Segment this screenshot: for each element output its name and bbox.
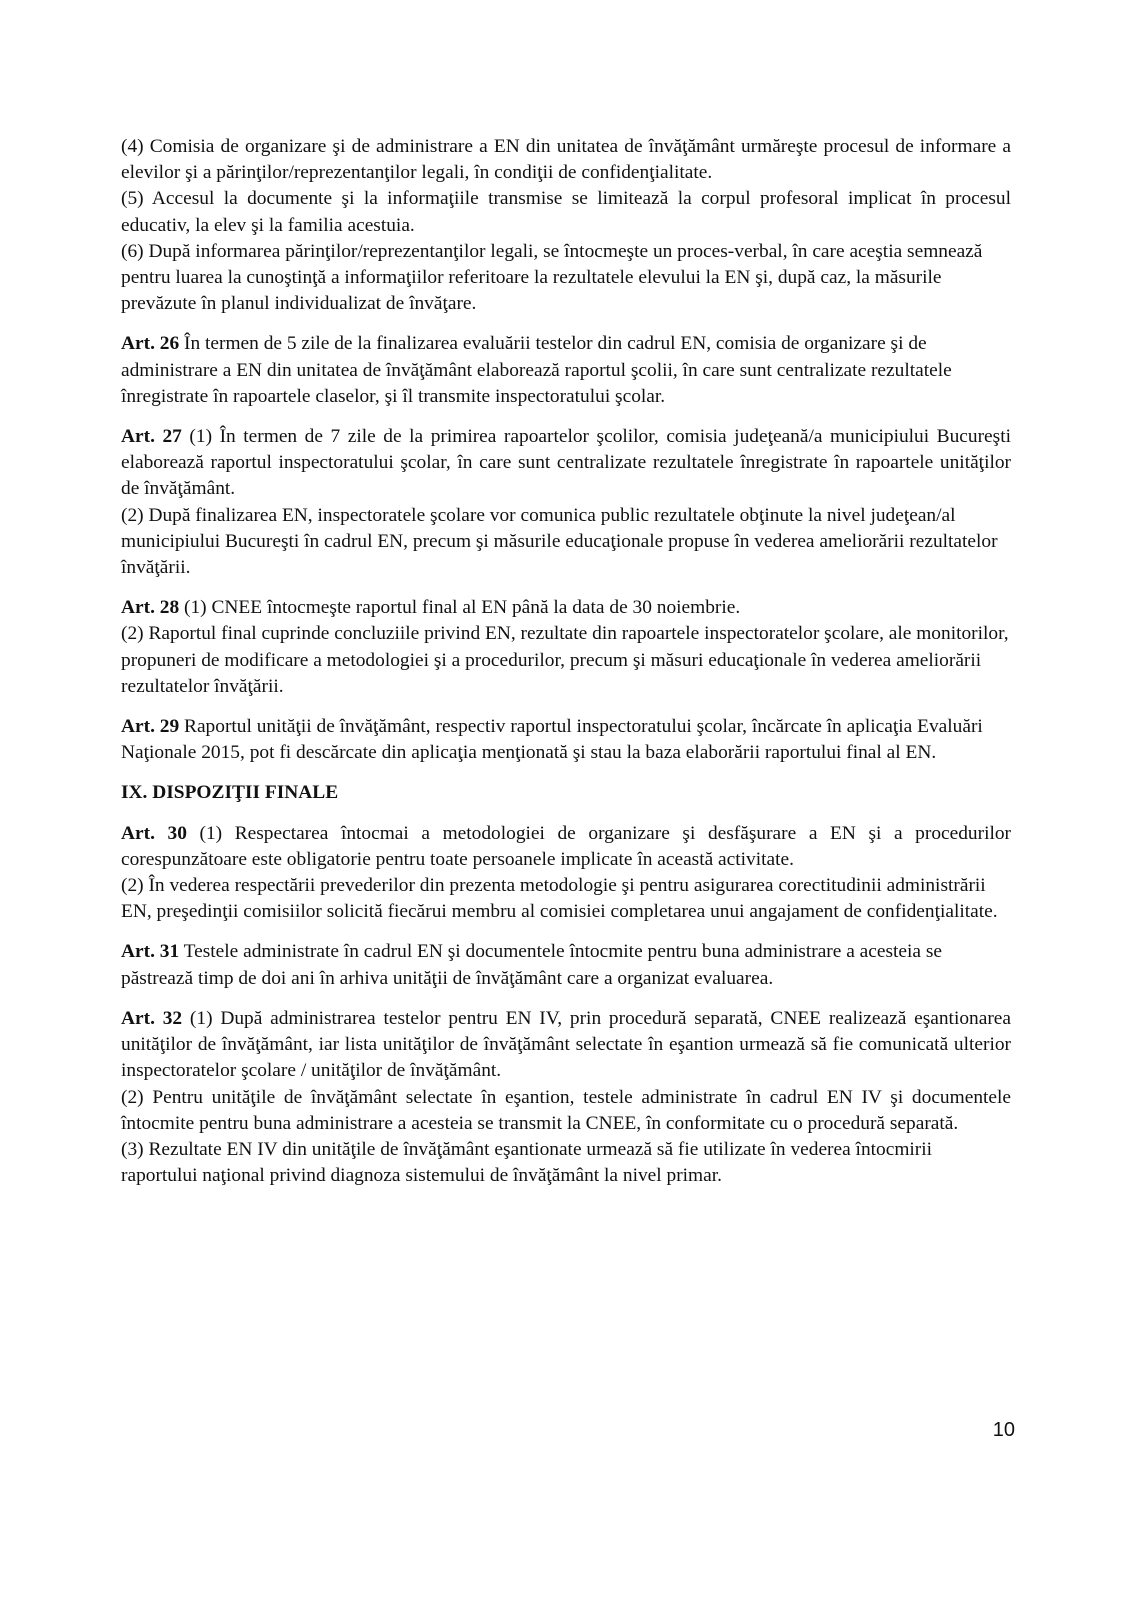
article-26 — [121, 331, 1011, 410]
article-28 — [121, 595, 1011, 700]
article-31 — [121, 939, 1011, 991]
article-27-label: Art. 27 — [121, 426, 182, 448]
article-27 — [121, 424, 1011, 581]
article-32-body: (1) După administrarea testelor pentru EN IV, prin procedură separată, CNEE realizează eşantionarea unităţilor de învăţământ, iar lista unităţilor de învăţământ selectate în eşantion urmează să fie comunicată ulterior inspectoratelor şcolare / unităţilor de învăţământ. — [121, 1007, 1011, 1082]
section-title: IX. DISPOZIŢII FINALE — [121, 782, 339, 804]
article-29 — [121, 714, 1011, 766]
article-28-p2: (2) Raportul final cuprinde concluziile privind EN, rezultate din rapoartele inspectoratelor şcolare, ale monitorilor, propuneri de modificare a metodologiei şi a procedurilor, precum şi măsuri educaţionale în vederea ameliorării rezultatelor învăţării. — [121, 623, 1009, 697]
article-29-body: Raportul unităţii de învăţământ, respectiv raportul inspectoratului şcolar, încărcate în aplicaţia Evaluări Naţionale 2015, pot fi descărcate din aplicaţia menţionată şi stau la baza elaborării raportului final al EN. — [121, 716, 983, 764]
article-30-p2: (2) În vederea respectării prevederilor din prezenta metodologie şi pentru asigurarea corectitudinii administrării EN, preşedinţii comisiilor solicită fiecărui membru al comisiei completarea unui angajament de confidenţialitate. — [121, 875, 998, 923]
paragraph-group-intro — [121, 134, 1011, 317]
document-body — [121, 134, 1011, 1203]
article-32-label: Art. 32 — [121, 1007, 183, 1029]
article-28-label: Art. 28 — [121, 597, 180, 619]
article-26-text — [121, 331, 1011, 410]
article-31-label: Art. 31 — [121, 941, 180, 963]
article-29-text — [121, 714, 1011, 766]
article-26-label: Art. 26 — [121, 333, 180, 355]
article-30-p1 — [121, 821, 1011, 873]
paragraph-4: (4) Comisia de organizare şi de administrare a EN din unitatea de învăţământ urmăreşte procesul de informare a elevilor şi a părinţilor/reprezentanţilor legali, în condiţii de confidenţialitate. — [121, 136, 1011, 184]
article-27-p2: (2) După finalizarea EN, inspectoratele şcolare vor comunica public rezultatele obţinute la nivel judeţean/al municipiului Bucureşti în cadrul EN, precum şi măsurile educaţionale propuse în vederea ameliorării rezultatelor învăţării. — [121, 504, 998, 579]
article-27-body: (1) În termen de 7 zile de la primirea rapoartelor şcolilor, comisia judeţeană/a municipiului Bucureşti elaborează raportul inspectoratului şcolar, în care sunt centralizate rezultatele înregistrate în rapoartele unităţilor de învăţământ. — [121, 426, 1011, 500]
article-31-text — [121, 939, 1011, 991]
article-28-body: (1) CNEE întocmeşte raportul final al EN până la data de 30 noiembrie. — [184, 597, 741, 619]
paragraph-5: (5) Accesul la documente şi la informaţiile transmise se limitează la corpul profesoral implicat în procesul educativ, la elev şi la familia acestuia. — [121, 188, 1011, 236]
article-32-p2: (2) Pentru unităţile de învăţământ selectate în eşantion, testele administrate în cadrul EN IV şi documentele întocmite pentru buna administrare a acesteia se transmit la CNEE, în conformitate cu o procedură separată. — [121, 1086, 1011, 1134]
article-26-body: În termen de 5 zile de la finalizarea evaluării testelor din cadrul EN, comisia de organizare şi de administrare a EN din unitatea de învăţământ elaborează raportul şcolii, în care sunt centralizate rezultatele înregistrate în rapoartele claselor, şi îl transmite inspectoratului şcolar. — [121, 333, 952, 407]
paragraph-6: (6) După informarea părinţilor/reprezentanţilor legali, se întocmeşte un proces-verbal, în care aceştia semnează pentru luarea la cunoştinţă a informaţiilor referitoare la rezultatele elevului la EN şi, după caz, la măsurile prevăzute în planul individualizat de învăţare. — [121, 240, 983, 315]
article-30-label: Art. 30 — [121, 822, 187, 844]
article-31-body: Testele administrate în cadrul EN şi documentele întocmite pentru buna administrare a acesteia se păstrează timp de doi ani în arhiva unităţii de învăţământ care a organizat evaluarea. — [121, 941, 943, 989]
article-30-body: (1) Respectarea întocmai a metodologiei de organizare şi desfăşurare a EN şi a procedurilor corespunzătoare este obligatorie pentru toate persoanele implicate în această activitate. — [121, 822, 1012, 870]
page-number: 10 — [992, 1419, 1015, 1441]
article-29-label: Art. 29 — [121, 716, 180, 738]
article-32 — [121, 1006, 1011, 1189]
article-32-p3: (3) Rezultate EN IV din unităţile de învăţământ eşantionate urmează să fie utilizate în vederea întocmirii raportului naţional privind diagnoza sistemului de învăţământ la nivel primar. — [121, 1138, 933, 1187]
article-32-p1 — [121, 1006, 1011, 1085]
article-27-p1 — [121, 424, 1011, 503]
article-30 — [121, 821, 1011, 926]
article-28-p1 — [121, 595, 1011, 621]
